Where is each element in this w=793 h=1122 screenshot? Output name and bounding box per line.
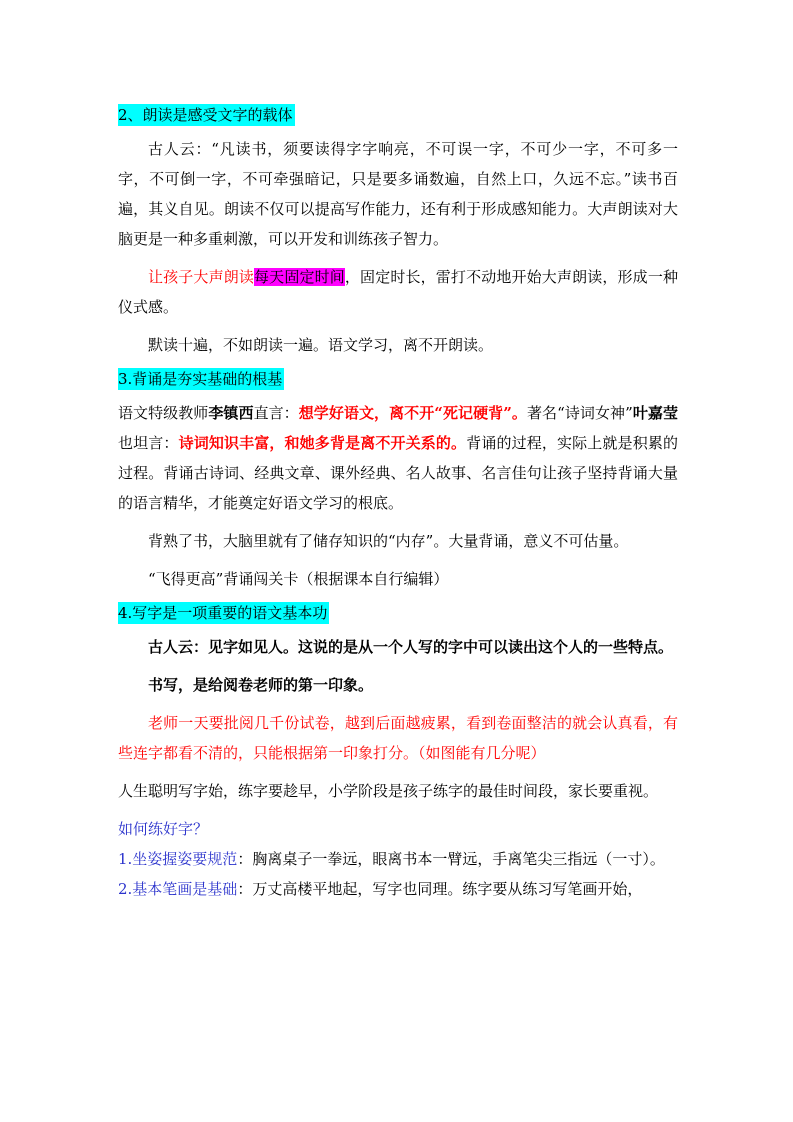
list-item-label: 1.坐姿握姿要规范 <box>118 850 238 868</box>
highlight-text: 每天固定时间 <box>254 268 345 286</box>
text: 著名“诗词女神” <box>527 404 633 422</box>
paragraph: 默读十遍，不如朗读一遍。语文学习，离不开朗读。 <box>148 336 494 354</box>
red-text: 让孩子大声朗读 <box>148 268 255 286</box>
paragraph: 古人云：“凡读书，须要读得字字响亮，不可误一字，不可少一字，不可多一字，不可倒一字，不可牵强暗记，只是要多诵数遍，自然上口，久远不忘。”读书百遍，其义自见。朗读不仅可以提高写作能力，还有利于形成感知能力。大声朗读对大脑更是一种多重刺激，可以开发和训练孩子智力。 <box>118 140 678 248</box>
text: 也坦言： <box>118 434 179 452</box>
paragraph <box>118 398 678 518</box>
person-name: 李镇西 <box>208 404 254 422</box>
text: 语文特级教师 <box>118 404 209 422</box>
quote: 想学好语文，离不开“死记硬背”。 <box>298 404 527 422</box>
list-item <box>118 874 678 904</box>
paragraph: 古人云：见字如见人。这说的是从一个人写的字中可以读出这个人的一些特点。 <box>148 638 674 656</box>
section-heading-reading-aloud: 2、朗读是感受文字的载体 <box>118 106 293 124</box>
paragraph: 人生聪明写字始，练字要趁早，小学阶段是孩子练字的最佳时间段，家长要重视。 <box>118 782 659 800</box>
paragraph: 老师一天要批阅几千份试卷，越到后面越疲累，看到卷面整洁的就会认真看，有些连字都看不清的，只能根据第一印象打分。（如图能有几分呢） <box>118 714 678 762</box>
paragraph: “飞得更高”背诵闯关卡（根据课本自行编辑） <box>148 570 449 588</box>
text: 背诵的过程，实际上就是积累的过程。背诵古诗词、经典文章、课外经典、名人故事、名言佳句让孩子坚持背诵大量的语言精华，才能奠定好语文学习的根底。 <box>118 434 678 512</box>
quote: 诗词知识丰富，和她多背是离不开关系的。 <box>178 434 467 452</box>
list-item-label: 2.基本笔画是基础 <box>118 880 238 898</box>
list-item-text: ：万丈高楼平地起，写字也同理。练字要从练习写笔画开始， <box>237 880 643 898</box>
paragraph: 书写，是给阅卷老师的第一印象。 <box>148 676 374 694</box>
list-item-text: ：胸离桌子一拳远，眼离书本一臂远，手离笔尖三指远（一寸）。 <box>237 850 665 868</box>
section-heading-writing: 4.写字是一项重要的语文基本功 <box>118 604 328 622</box>
person-name: 叶嘉莹 <box>632 404 678 422</box>
text: ，固定时长，雷打不动地开始大声朗读，形成一种仪式感。 <box>118 268 678 316</box>
document-content <box>118 96 678 904</box>
paragraph <box>118 262 678 322</box>
subheading: 如何练好字？ <box>118 820 209 838</box>
section-heading-recitation: 3.背诵是夯实基础的根基 <box>118 370 283 388</box>
text: 直言： <box>253 404 299 422</box>
list-item <box>118 844 678 874</box>
paragraph: 背熟了书，大脑里就有了储存知识的“内存”。大量背诵，意义不可估量。 <box>148 532 629 550</box>
